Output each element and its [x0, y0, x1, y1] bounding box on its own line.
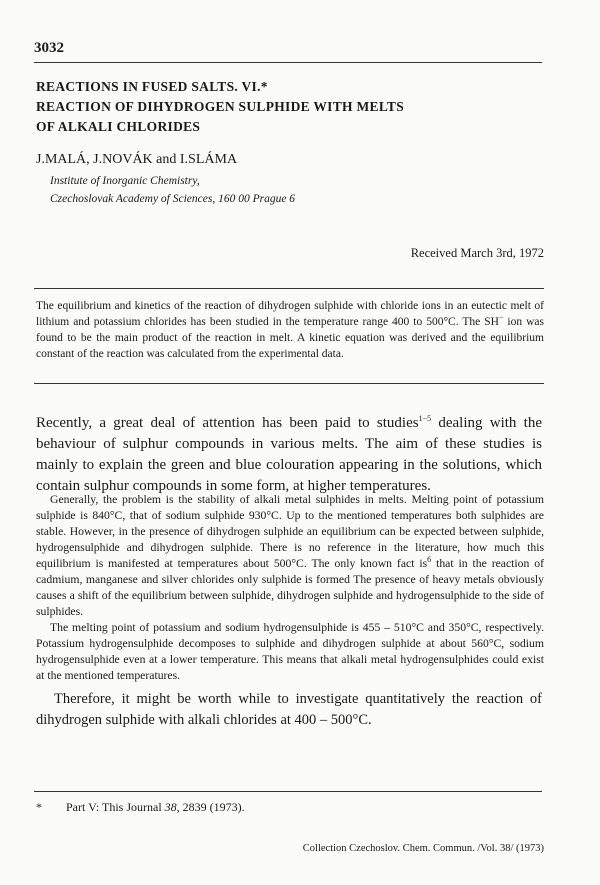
footnote-mark: *	[36, 800, 42, 814]
footnote-text-a: Part V: This Journal	[66, 800, 165, 814]
conclusion-text: Therefore, it might be worth while to investigate quantitatively the reaction of dihydrogen sulphide with alkali chlorides at 400 – 500°C.	[36, 691, 542, 728]
abstract-superscript: −	[498, 313, 504, 323]
body-paragraph-2	[36, 620, 544, 684]
footnote-text-b: , 2839 (1973).	[176, 800, 245, 814]
journal-reference: Collection Czechoslov. Chem. Commun. /Vol. 38/ (1973)	[302, 843, 544, 854]
footnote	[36, 800, 245, 815]
intro-citation: 1−5	[418, 414, 432, 423]
abstract-bottom-rule	[34, 383, 544, 384]
affiliation-line-1: Institute of Inorganic Chemistry,	[50, 175, 200, 187]
article-title	[36, 77, 404, 137]
para1-citation: 6	[427, 555, 432, 565]
page-number: 3032	[34, 40, 64, 56]
title-line-3: OF ALKALI CHLORIDES	[36, 119, 201, 134]
title-line-1: REACTIONS IN FUSED SALTS. VI.*	[36, 79, 268, 94]
para1-text-b: that in the reaction of cadmium, manganese and silver chlorides only sulphide is formed The presence of heavy metals obviously causes a shift of the equilibrium between sulphide, dihydrogen sulphide and hydrogensulphide to the side of sulphides.	[36, 557, 544, 618]
title-line-2: REACTION OF DIHYDROGEN SULPHIDE WITH MELTS	[36, 99, 405, 114]
para2-text: The melting point of potassium and sodium hydrogensulphide is 455 – 510°C and 350°C, respectively. Potassium hydrogensulphide decomposes to sulphide and dihydrogen sulphide at about 560°C, sodium hydrogensulphide even at a lower temperature. This means that alkali metal hydrogensulphides could exist at the mentioned temperatures.	[36, 621, 544, 682]
affiliation-line-2: Czechoslovak Academy of Sciences, 160 00 Prague 6	[50, 193, 296, 205]
abstract	[36, 298, 544, 362]
abstract-text-b: ion was found to be the main product of the reaction in melt. A kinetic equation was derived and the equilibrium constant of the reaction was calculated from the experimental data.	[36, 316, 544, 360]
header-rule	[34, 62, 542, 63]
intro-text-a: Recently, a great deal of attention has been paid to studies	[36, 415, 419, 431]
affiliation	[50, 172, 295, 208]
abstract-text-a: The equilibrium and kinetics of the reaction of dihydrogen sulphide with chloride ions in an eutectic melt of lithium and potassium chlorides has been studied in the temperature range 400 to 500°C. The SH	[36, 300, 544, 328]
footnote-rule	[34, 791, 542, 792]
footnote-volume: 38	[164, 800, 177, 814]
abstract-top-rule	[34, 288, 544, 289]
conclusion-paragraph	[36, 689, 542, 731]
body-paragraph-1	[36, 492, 544, 620]
para1-text-a: Generally, the problem is the stability of alkali metal sulphides in melts. Melting point of potassium sulphide is 840°C, that of sodium sulphide 930°C. Up to the mentioned temperatures both sulphides are stable. However, in the presence of dihydrogen sulphide an equilibrium can be expected between sulphide, hydrogensulphide and dihydrogen sulphide. There is no reference in the literature, how much this equilibrium is manifested at temperatures about 500°C. The only known fact is	[36, 493, 544, 570]
intro-text-b: dealing with the behaviour of sulphur compounds in various melts. The aim of these studies is mainly to explain the green and blue colouration appearing in the solutions, which contain sulphur compounds in some form, at higher temperatures.	[36, 415, 542, 494]
received-date: Received March 3rd, 1972	[410, 246, 544, 260]
author-list: J.MALÁ, J.NOVÁK and I.SLÁMA	[36, 152, 238, 167]
intro-paragraph	[36, 413, 542, 497]
